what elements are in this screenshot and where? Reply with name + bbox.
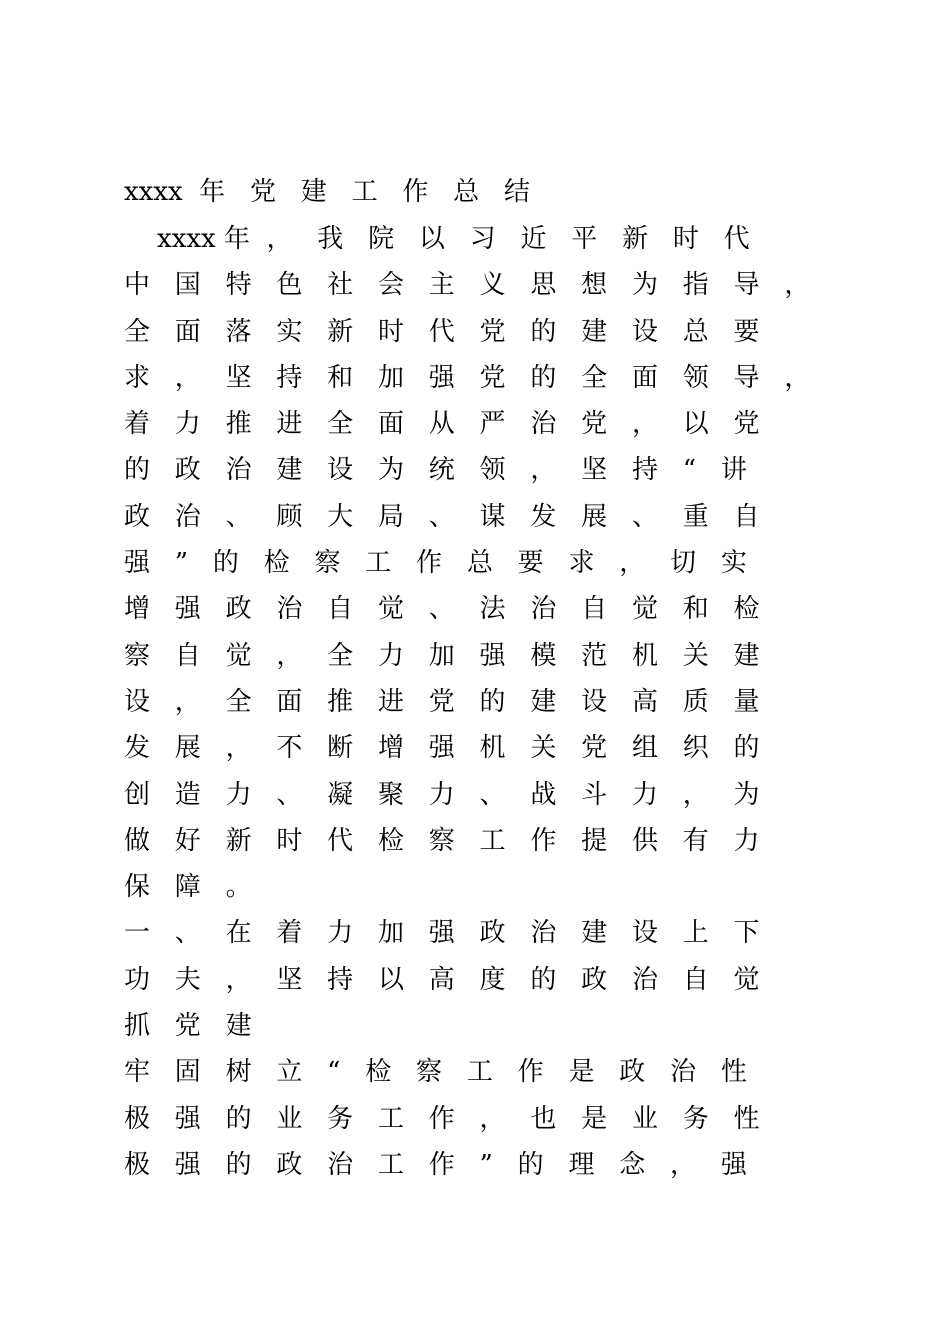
text-line: 察 自 觉 ， 全 力 加 强 模 范 机 关 建 [124,640,760,671]
text-line: 中 国 特 色 社 会 主 义 思 想 为 指 导 ， [124,270,811,301]
text-line: 牢 固 树 立 “ 检 察 工 作 是 政 治 性 [124,1057,747,1088]
text-line: 的 政 治 建 设 为 统 领 ， 坚 持 “ 讲 [124,455,747,486]
text-line: 政 治 、 顾 大 局 、 谋 发 展 、 重 自 [124,501,760,532]
text-line: 发 展 ， 不 断 增 强 机 关 党 组 织 的 [124,733,760,764]
text-line: 创 造 力 、 凝 聚 力 、 战 斗 力 ， 为 [124,779,760,810]
text-line: 全 面 落 实 新 时 代 党 的 建 设 总 要 [124,316,760,347]
text-line: 极 强 的 业 务 工 作 ， 也 是 业 务 性 [124,1103,760,1134]
text-line: 保 障 。 [124,872,252,903]
text-line: 做 好 新 时 代 检 察 工 作 提 供 有 力 [124,825,760,856]
document-body [124,216,864,1188]
text-line: 极 强 的 政 治 工 作 ” 的 理 念 ， 强 [124,1149,747,1180]
text-line: 增 强 政 治 自 觉 、 法 治 自 觉 和 检 [124,594,760,625]
text-line: 强 ” 的 检 察 工 作 总 要 求 ， 切 实 [124,548,747,579]
document-title: xxxx 年 党 建 工 作 总 结 [124,177,530,207]
text-line: 求 ， 坚 持 和 加 强 党 的 全 面 领 导 ， [124,362,811,393]
text-line: xxxx 年 ， 我 院 以 习 近 平 新 时 代 [124,224,750,254]
text-line: 着 力 推 进 全 面 从 严 治 党 ， 以 党 [124,409,760,440]
text-line: 设 ， 全 面 推 进 党 的 建 设 高 质 量 [124,686,760,717]
section-heading-line: 一 、 在 着 力 加 强 政 治 建 设 上 下 [124,918,760,949]
section-heading-line: 功 夫 ， 坚 持 以 高 度 的 政 治 自 觉 [124,964,760,995]
section-heading-line: 抓 党 建 [124,1011,252,1042]
